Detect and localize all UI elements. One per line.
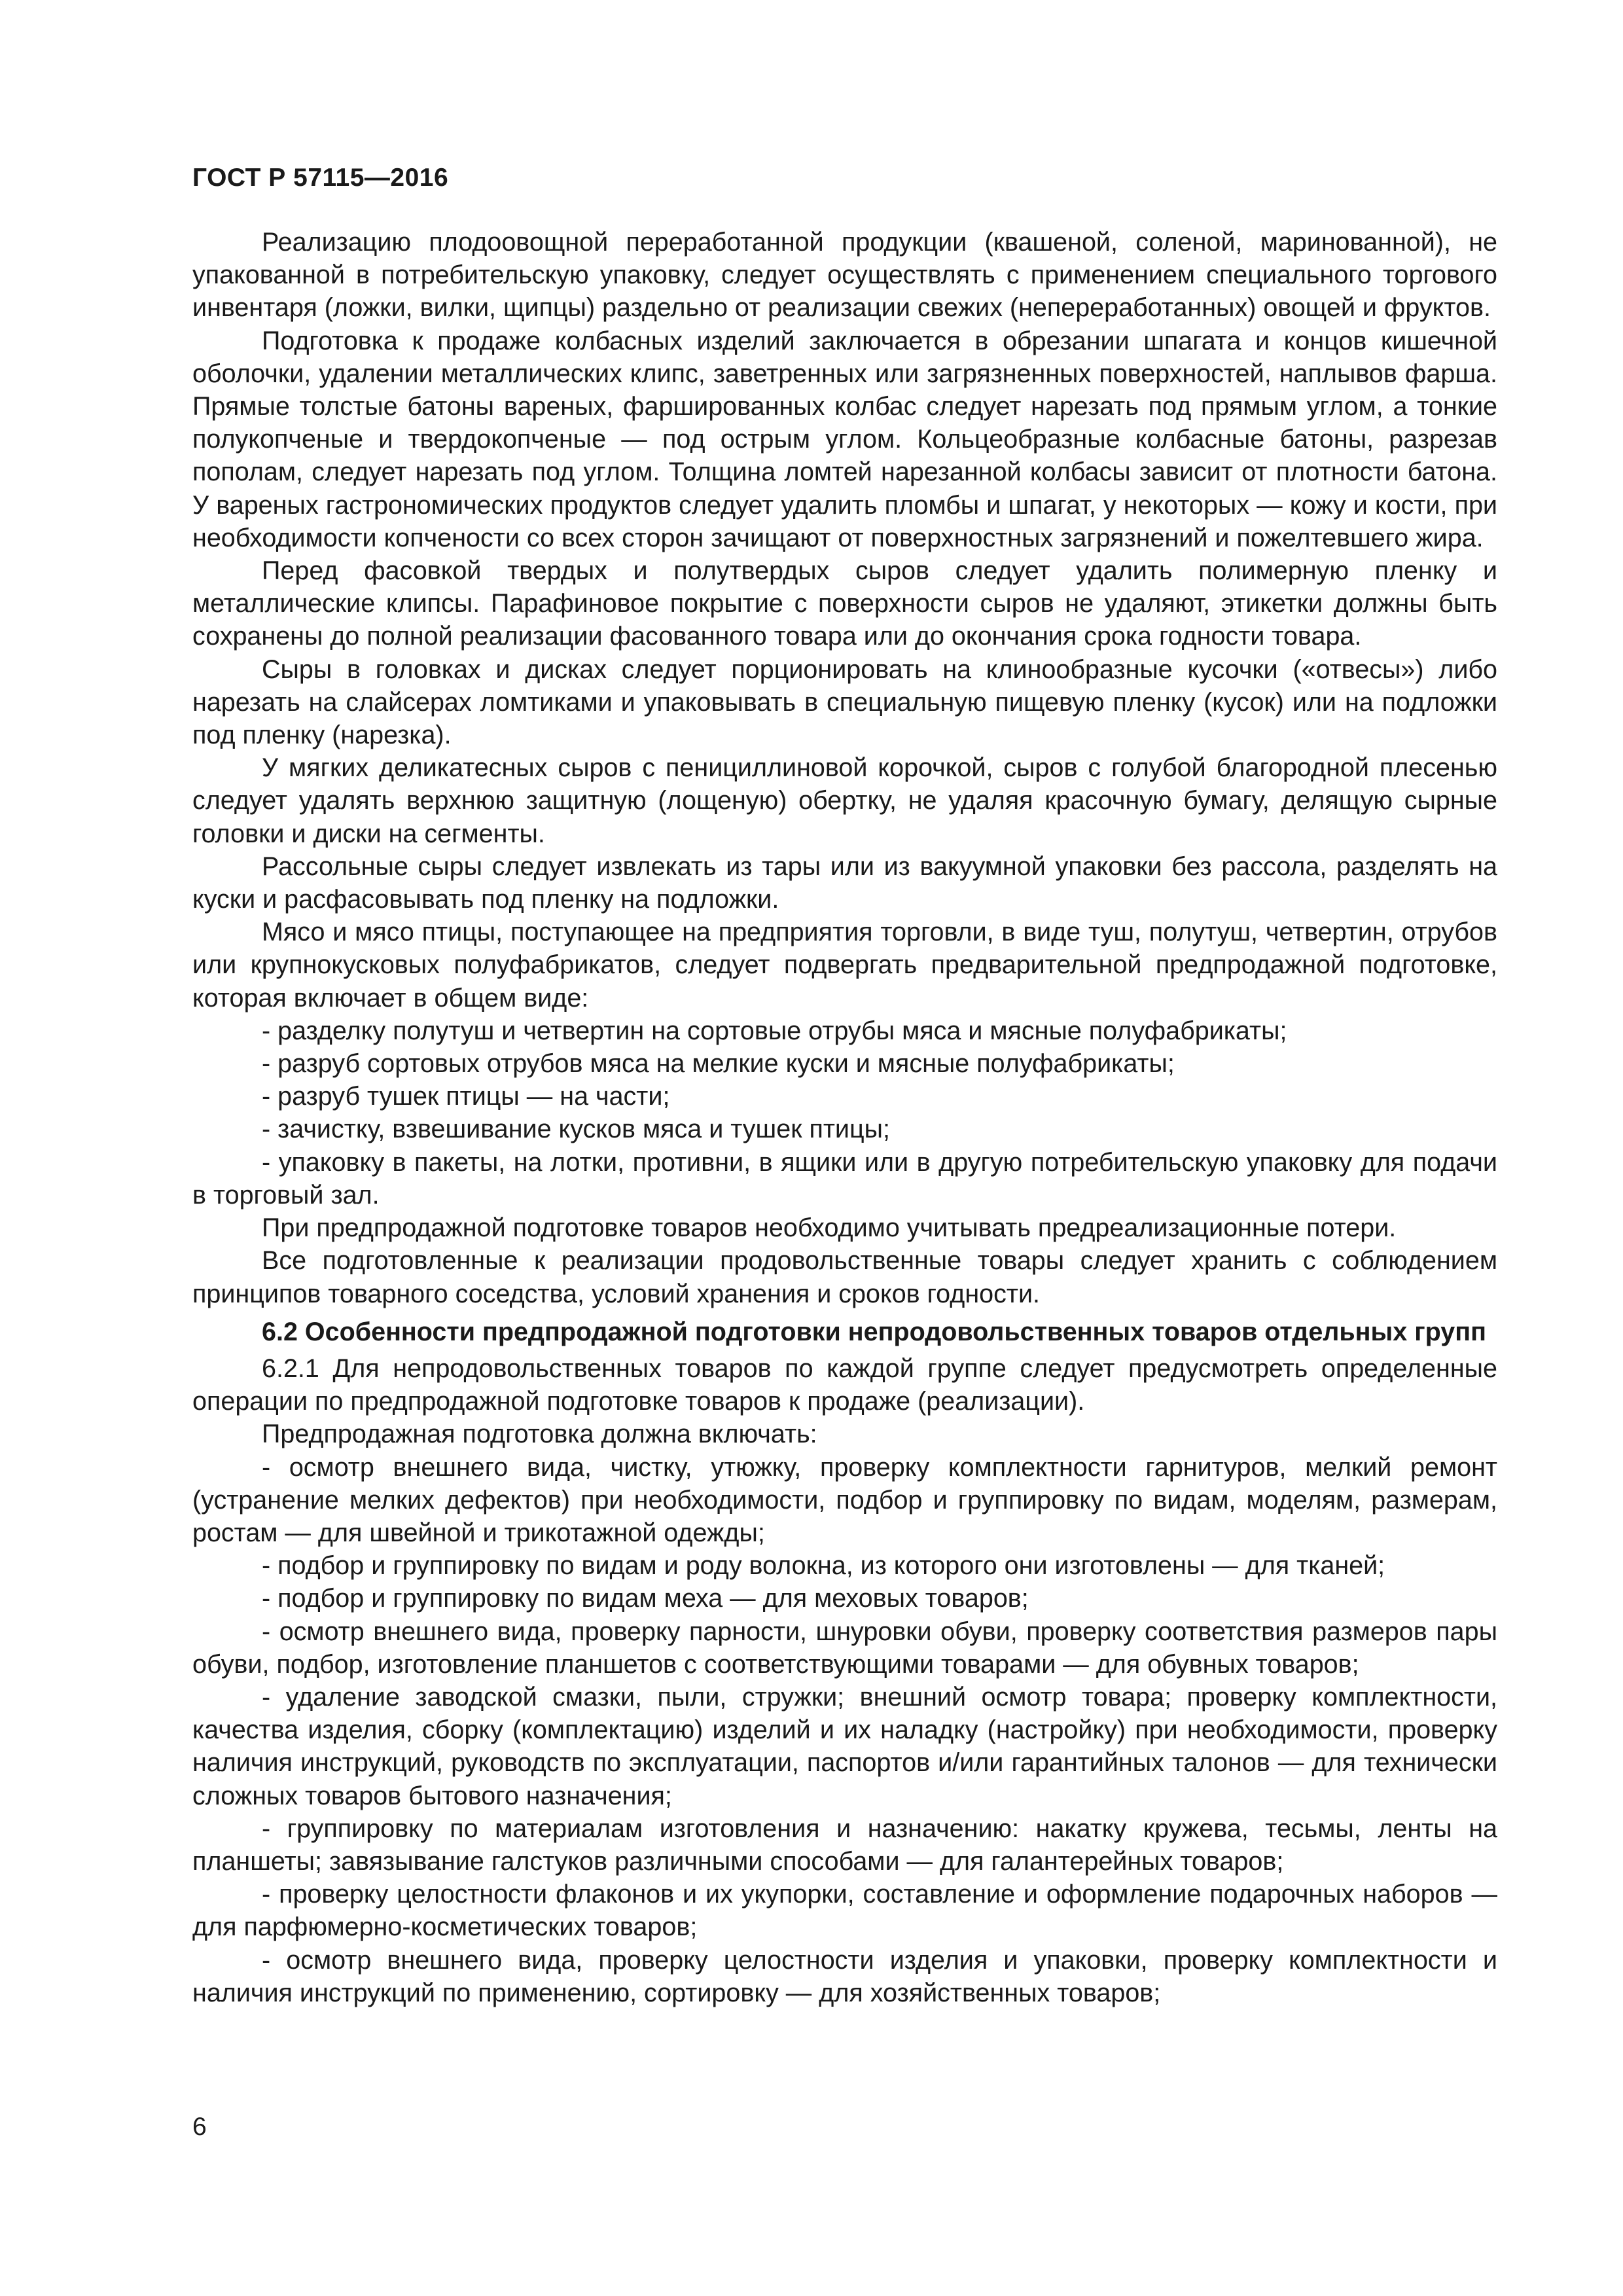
list-item: - подбор и группировку по видам и роду волокна, из которого они изготовлены — для тканей; (262, 1551, 1385, 1581)
paragraph: Рассольные сыры следует извлекать из тары или из вакуумной упаковки без рассола, разделять на куски и расфасовывать под пленку на подложки. (192, 852, 1497, 914)
list-item: - разруб сортовых отрубов мяса на мелкие куски и мясные полуфабрикаты; (262, 1049, 1175, 1079)
list-item: - упаковку в пакеты, на лотки, противни, в ящики или в другую потребительскую упаковку для подачи в торговый зал. (192, 1147, 1497, 1210)
paragraph: Перед фасовкой твердых и полутвердых сыров следует удалить полимерную пленку и металлические клипсы. Парафиновое покрытие с поверхности сыров не удаляют, этикетки должны быть сохранены до полной реализации фасованного товара или до окончания срока годности товара. (192, 556, 1497, 651)
list-item: - осмотр внешнего вида, чистку, утюжку, проверку комплектности гарнитуров, мелкий ремонт (устранение мелких дефектов) при необходимости, подбор и группировку по видам, моделям, размерам, ростам — для швейной и трикотажной одежды; (192, 1452, 1497, 1547)
paragraph: Реализацию плодоовощной переработанной продукции (квашеной, соленой, маринованной), не упакованной в потребительскую упаковку, следует осуществлять с применением специального торгового инвентаря (ложки, вилки, щипцы) раздельно от реализации свежих (непереработанных) овощей и фруктов. (192, 228, 1497, 323)
list-item: - подбор и группировку по видам меха — для меховых товаров; (262, 1584, 1029, 1613)
list-item: - зачистку, взвешивание кусков мяса и тушек птицы; (262, 1115, 890, 1144)
document-header-code: ГОСТ Р 57115—2016 (192, 164, 449, 192)
list-item: - осмотр внешнего вида, проверку целостности изделия и упаковки, проверку комплектности и наличия инструкций по применению, сортировку — для хозяйственных товаров; (192, 1945, 1497, 2007)
paragraph: Предпродажная подготовка должна включать: (262, 1420, 817, 1449)
paragraph: Все подготовленные к реализации продовольственные товары следует хранить с соблюдением принципов товарного соседства, условий хранения и сроков годности. (192, 1246, 1497, 1308)
section-heading: 6.2 Особенности предпродажной подготовки непродовольственных товаров отдельных групп (262, 1317, 1486, 1346)
paragraph: Подготовка к продаже колбасных изделий заключается в обрезании шпагата и концов кишечной оболочки, удалении металлических клипс, заветренных или загрязненных поверхностей, наплывов фарша. Прямые толстые батоны вареных, фаршированных колбас следует нарезать под прямым углом, а тонкие полукопченые и твердокопченые — под острым углом. Кольцеобразные колбасные батоны, разрезав пополам, следует нарезать под углом. Толщина ломтей нарезанной колбасы зависит от плотности батона. У вареных гастрономических продуктов следует удалить пломбы и шпагат, у некоторых — кожу и кости, при необходимости копчености со всех сторон зачищают от поверхностных загрязнений и пожелтевшего жира. (192, 326, 1497, 552)
paragraph: При предпродажной подготовке товаров необходимо учитывать предреализационные потери. (262, 1213, 1397, 1243)
paragraph: У мягких деликатесных сыров с пенициллиновой корочкой, сыров с голубой благородной плесенью следует удалять верхнюю защитную (лощеную) обертку, не удаляя красочную бумагу, делящую сырные головки и диски на сегменты. (192, 753, 1497, 848)
list-item: - проверку целостности флаконов и их укупорки, составление и оформление подарочных наборов — для парфюмерно-косметических товаров; (192, 1880, 1497, 1942)
page-number: 6 (192, 2113, 207, 2141)
paragraph: Мясо и мясо птицы, поступающее на предприятия торговли, в виде туш, полутуш, четвертин, отрубов или крупнокусковых полуфабрикатов, следует подвергать предварительной предпродажной подготовке, которая включает в общем виде: (192, 918, 1497, 1013)
list-item: - группировку по материалам изготовления и назначению: накатку кружева, тесьмы, ленты на планшеты; завязывание галстуков различными способами — для галантерейных товаров; (192, 1814, 1497, 1876)
list-item: - удаление заводской смазки, пыли, стружки; внешний осмотр товара; проверку комплектности, качества изделия, сборку (комплектацию) изделий и их наладку (настройку) при необходимости, проверку наличия инструкций, руководств по эксплуатации, паспортов и/или гарантийных талонов — для технически сложных товаров бытового назначения; (192, 1682, 1497, 1810)
paragraph: Сыры в головках и дисках следует порционировать на клинообразные кусочки («отвесы») либо нарезать на слайсерах ломтиками и упаковывать в специальную пищевую пленку (кусок) или на подложки под пленку (нарезка). (192, 655, 1497, 750)
list-item: - разделку полутуш и четвертин на сортовые отрубы мяса и мясные полуфабрикаты; (262, 1016, 1287, 1045)
document-body (192, 226, 1497, 2009)
paragraph: 6.2.1 Для непродовольственных товаров по каждой группе следует предусмотреть определенные операции по предпродажной подготовке товаров к продаже (реализации). (192, 1354, 1497, 1416)
list-item: - осмотр внешнего вида, проверку парности, шнуровки обуви, проверку соответствия размеров пары обуви, подбор, изготовление планшетов с соответствующими товарами — для обувных товаров; (192, 1617, 1497, 1679)
list-item: - разруб тушек птицы — на части; (262, 1082, 670, 1111)
